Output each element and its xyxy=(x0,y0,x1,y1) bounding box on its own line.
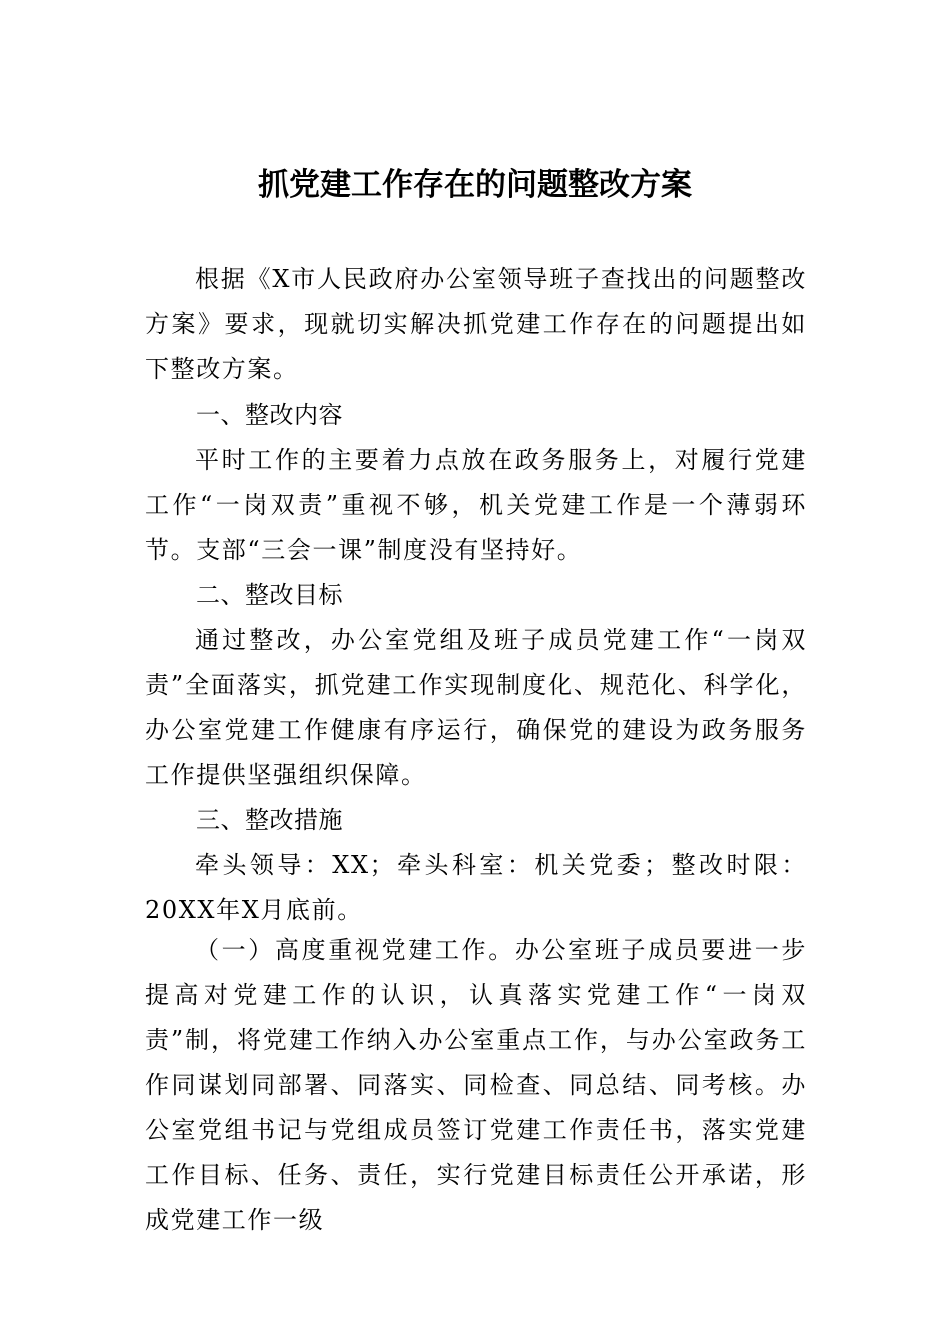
measure-item-1 xyxy=(145,928,807,1243)
section-heading-goals: 二、整改目标 xyxy=(196,581,343,609)
section-paragraph-goals: 通过整改，办公室党组及班子成员党建工作“一岗双责”全面落实，抓党建工作实现制度化、规范化、科学化，办公室党建工作健康有序运行，确保党的建设为政务服务工作提供坚强组织保障。 xyxy=(145,626,807,789)
intro-paragraph: 根据《X市人民政府办公室领导班子查找出的问题整改方案》要求，现就切实解决抓党建工作存在的问题提出如下整改方案。 xyxy=(145,265,807,383)
measure-item-1-lead: （一）高度重视党建工作。 xyxy=(195,936,515,964)
document-title: 抓党建工作存在的问题整改方案 xyxy=(258,167,692,203)
section-paragraph-content: 平时工作的主要着力点放在政务服务上，对履行党建工作“一岗双责”重视不够，机关党建工作是一个薄弱环节。支部“三会一课”制度没有坚持好。 xyxy=(145,446,807,564)
section-heading-content: 一、整改内容 xyxy=(196,401,343,429)
section-heading-measures: 三、整改措施 xyxy=(196,806,343,834)
measure-item-1-text: 办公室班子成员要进一步提高对党建工作的认识，认真落实党建工作“一岗双责”制，将党建工作纳入办公室重点工作，与办公室政务工作同谋划同部署、同落实、同检查、同总结、同考核。办公室党组书记与党组成员签订党建工作责任书，落实党建工作目标、任务、责任，实行党建目标责任公开承诺，形成党建工作一级 xyxy=(145,936,807,1234)
section-paragraph-measures: 牵头领导：XX；牵头科室：机关党委；整改时限：20XX年X月底前。 xyxy=(145,851,807,924)
